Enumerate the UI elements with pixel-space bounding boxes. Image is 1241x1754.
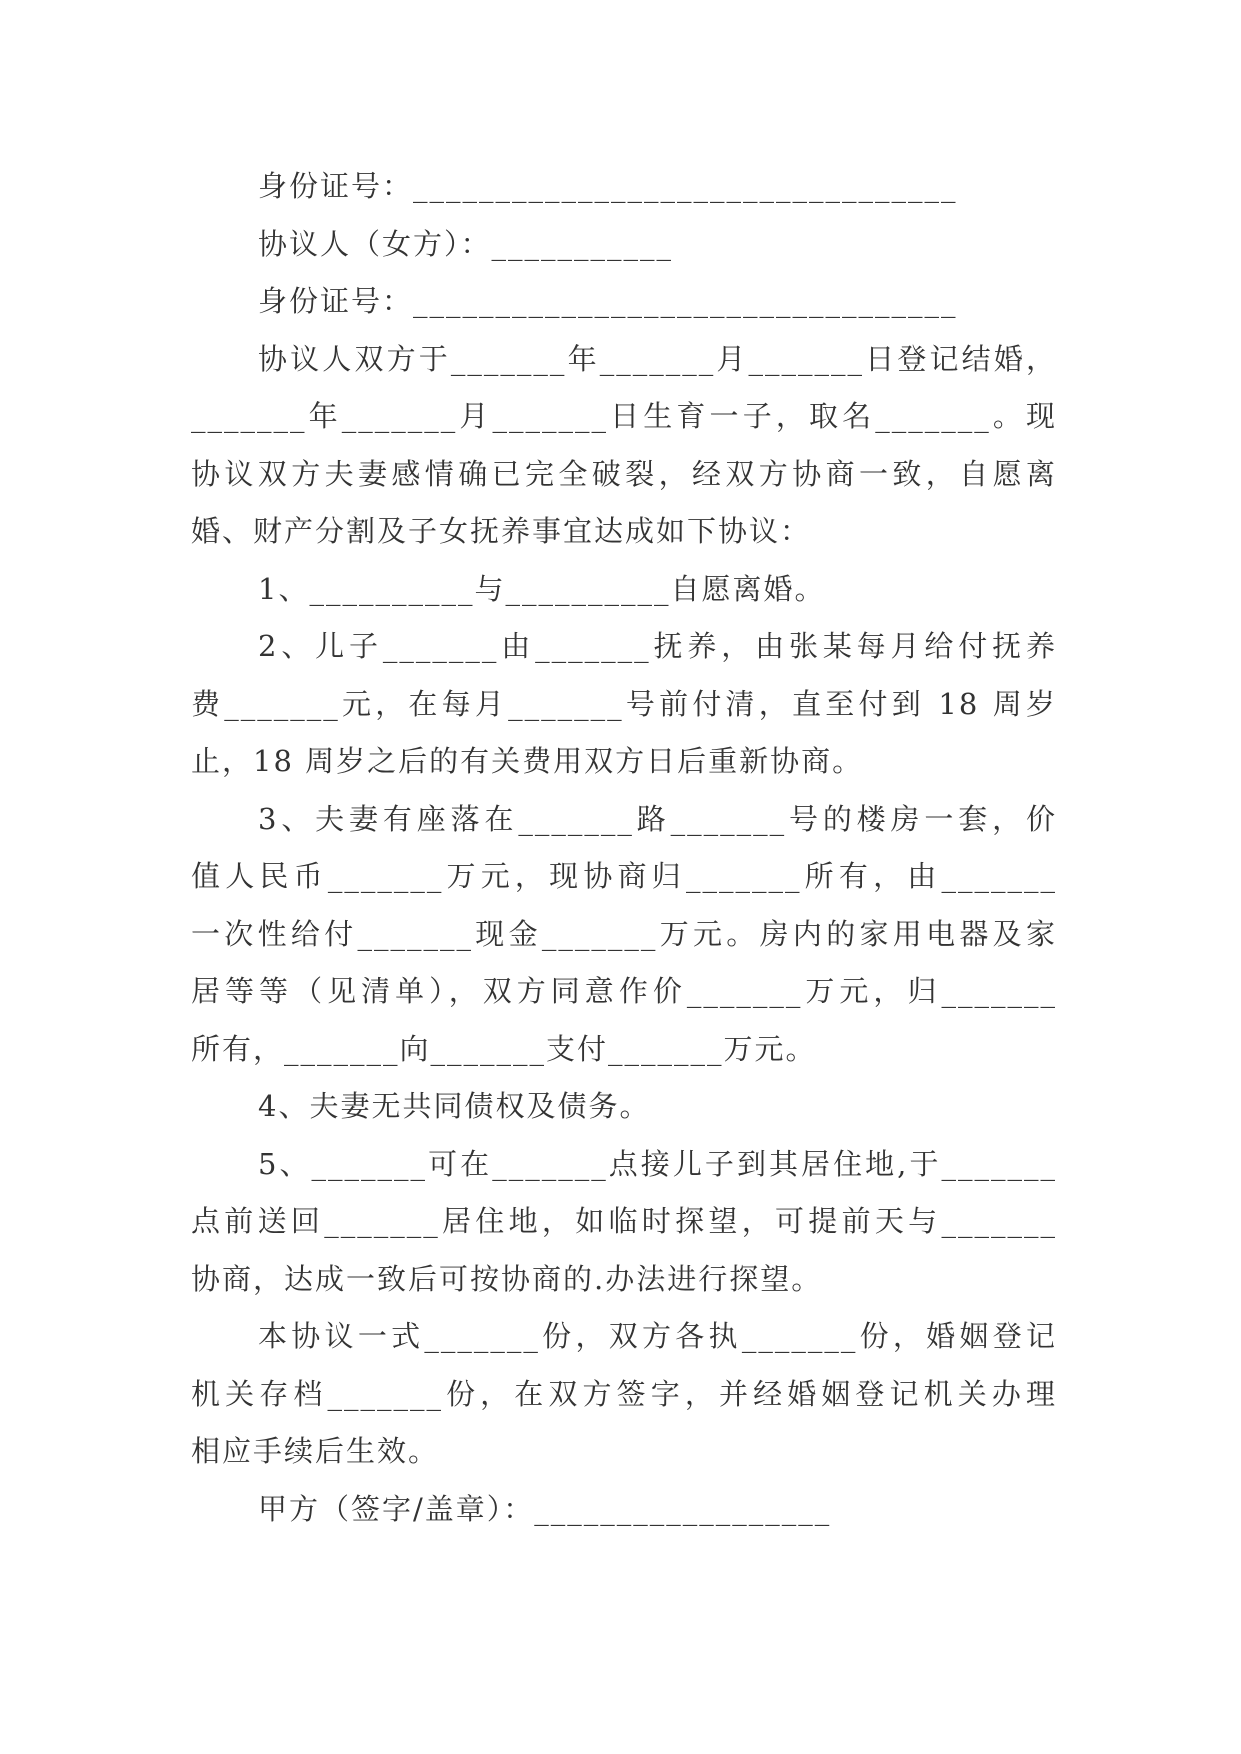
clause-5-line-2: 点前送回_______居住地，如临时探望，可提前天与_______ [191, 1204, 1057, 1238]
intro-line-4: 婚、财产分割及子女抚养事宜达成如下协议： [191, 514, 812, 548]
intro-line-3: 协议双方夫妻感情确已完全破裂，经双方协商一致，自愿离 [191, 456, 1057, 491]
clause-3-line-5: 所有，_______向_______支付_______万元。 [191, 1031, 817, 1066]
party-female-line: 协议人（女方）：___________ [258, 226, 674, 261]
intro-line-2: _______年_______月_______日生育一子，取名_______。现 [191, 399, 1057, 433]
clause-2-line-1: 2、儿子_______由_______抚养，由张某每月给付抚养 [258, 629, 1057, 663]
clause-2-line-2: 费_______元，在每月_______号前付清，直至付到 18 周岁 [191, 686, 1057, 721]
copies-line-3: 相应手续后生效。 [191, 1434, 440, 1468]
clause-3-line-3: 一次性给付_______现金_______万元。房内的家用电器及家 [191, 916, 1057, 951]
intro-line-1: 协议人双方于_______年_______月_______日登记结婚， [258, 341, 1057, 376]
copies-line-1: 本协议一式_______份，双方各执_______份，婚姻登记 [258, 1319, 1057, 1353]
clause-4-line: 4、夫妻无共同债权及债务。 [258, 1089, 651, 1123]
copies-line-2: 机关存档_______份，在双方签字，并经婚姻登记机关办理 [191, 1376, 1057, 1411]
id-number-line-1: 身份证号：_________________________________ [258, 169, 958, 203]
clause-3-line-4: 居等等（见清单），双方同意作价_______万元，归_______ [191, 974, 1057, 1008]
clause-3-line-1: 3、夫妻有座落在_______路_______号的楼房一套，价 [258, 801, 1057, 836]
id-number-line-2: 身份证号：_________________________________ [258, 284, 958, 318]
clause-5-line-3: 协商，达成一致后可按协商的.办法进行探望。 [191, 1261, 823, 1296]
document-body [191, 158, 1057, 1538]
clause-2-line-3: 止，18 周岁之后的有关费用双方日后重新协商。 [191, 744, 864, 778]
clause-3-line-2: 值人民币_______万元，现协商归_______所有，由_______ [191, 859, 1057, 893]
clause-1-line: 1、__________与__________自愿离婚。 [258, 571, 826, 606]
clause-5-line-1: 5、_______可在_______点接儿子到其居住地,于_______ [258, 1146, 1057, 1181]
party-a-signature-line: 甲方（签字/盖章）：__________________ [258, 1491, 832, 1526]
